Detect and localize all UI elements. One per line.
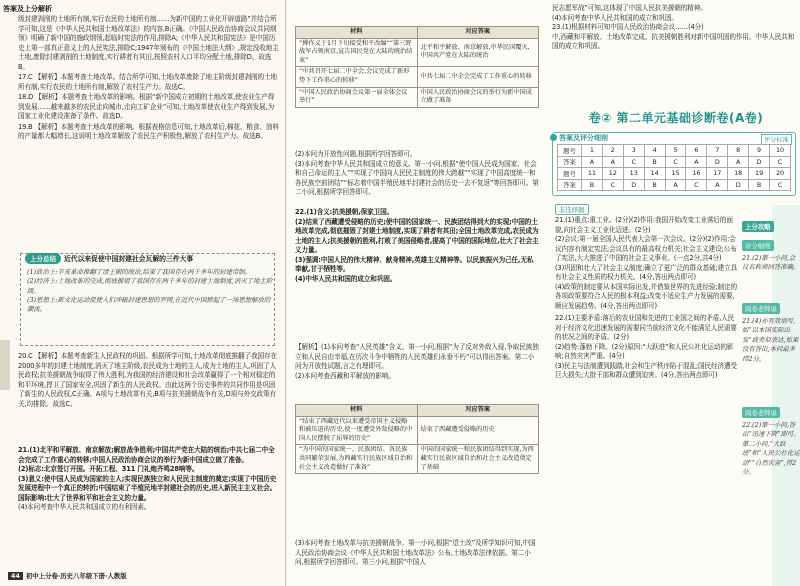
- answer-text-block-4: [295, 539, 539, 568]
- table-cell: B: [644, 156, 665, 168]
- side-card-body: 21.(2)第一小问,会议名称须回答准确。: [742, 254, 800, 272]
- material-answer-table-2: [295, 404, 539, 474]
- table-cell: 结束了西藏遭受侵略的历史: [417, 416, 539, 445]
- note-title: 近代以来促使中国封建社会瓦解的三件大事: [64, 255, 194, 263]
- table-row: [296, 87, 539, 107]
- paragraph: (3)巩固和壮大了社会主义制度;确立了更广泛的群众基础;建立具有社会主义性质的权力机关。(4分,答出两点即可): [555, 263, 738, 281]
- table-cell: 4: [644, 145, 665, 157]
- side-card-body: 22.(2)第一小问,答出“迅速下降”即可。第二小问,“大跃进”和“人民公社化运动”“自然灾害”,得2分。: [742, 421, 800, 477]
- paragraph: (4)本问考查中华人民共和国的成立和巩固。: [552, 13, 678, 22]
- page-edge-band: [0, 340, 10, 390]
- page-header-tag: 答案及上分解析: [3, 5, 52, 13]
- table-header: 对应答案: [417, 27, 539, 39]
- paragraph: (3)强调:中国人民的伟大精神、献身精神,英雄主义精神等。以民族振兴为己任,无私奉献,甘于牺牲等。: [295, 255, 534, 273]
- paragraph: (3)民主与法制遭到践踏,社会和生产秩序陷于混乱;国民经济遭受巨大损失;大批干部和群众遭到迫害。(4分,答出两点即可): [555, 361, 737, 379]
- note-body: [27, 268, 273, 314]
- table-cell: 8: [728, 145, 749, 157]
- note-item: (1)政治上:辛亥革命推翻了清王朝的统治,结束了我国存在两千多年的封建帝制。: [27, 268, 252, 276]
- side-card-head: 阅卷老师说: [742, 303, 780, 314]
- table-cell: 6: [686, 145, 707, 157]
- side-card-body: 21.(4)亦有效填写,如“以本国实际出发”或类似表达,如果没有答出,本问最多得2分。: [742, 317, 799, 363]
- table-cell: 11: [582, 168, 603, 180]
- paragraph: 18.D 【解析】本题考查土地改革的影响。根据“新中国成立初期的土地改革,使农业生产得到发展……越来越多的农民走向城市,走向工矿企业”可知,土地改革使农业生产得到发展,为国家工业化建设准备了条件。故选D。: [18, 93, 275, 120]
- right-column: [544, 0, 800, 586]
- right-page: [287, 0, 800, 586]
- table-cell: 中国的国家统一和民族团结得到实现,为西藏实行民族区域自治和社会主义改造奠定了基础: [417, 445, 539, 474]
- table-cell: C: [665, 156, 686, 168]
- table-cell: 20: [770, 168, 791, 180]
- table-row: [296, 445, 539, 474]
- note-pill: 上分总结: [25, 253, 61, 264]
- table-cell: 17: [707, 168, 728, 180]
- note-item: (2)经济上:土地改革的完成,彻底摧毁了我国存在两千多年的封建土地制度,消灭了地主阶级。: [27, 277, 273, 295]
- left-page: [0, 0, 286, 586]
- panel-tag: 评分标准: [761, 134, 792, 145]
- table-cell: 2: [602, 145, 623, 157]
- answer-text-block-2: [18, 352, 280, 409]
- paragraph: 21.(1)北平和平解放、南京解放;解放战争胜利;中国共产党在大陆的统治;中共七届二中全会完成了工作重心的转移;中国人民政治协商会议的举行为新中国成立做了准备。: [18, 446, 275, 464]
- table-row: [296, 38, 539, 67]
- analysis-block: [295, 343, 539, 381]
- paragraph: (2)本问考查西藏和平解放的影响。: [295, 371, 395, 380]
- table-cell: C: [770, 179, 791, 191]
- table-cell: 13: [623, 168, 644, 180]
- paragraph: 20.C 【解析】本题考查新生人民政权的巩固。根据所学可知,土地改革彻底推翻了我国存在2000多年的封建土地制度,消灭了地主阶级,农民成为土地的主人,成为土地的主人,巩固了人民政权;抗美援朝战争取得了伟大胜利,为我国的经济建设和社会改革赢得了一个相对稳定的和平环境,捍卫了国家安全,巩固了新生的人民政权。由此这两个历史事件的共同作用是巩固了新生的人民政权,C正确。A项与土地改革有关,B项与抗美援朝战争有关,D项与外交政策有关,均排除。故选C。: [18, 352, 277, 408]
- table-cell: 中国人民政治协商会议的举行为新中国成立做了准备: [417, 87, 539, 107]
- table-cell: C: [602, 179, 623, 191]
- answer-text-block-3: [295, 150, 539, 198]
- table-cell: 12: [602, 168, 623, 180]
- answer-text-block-5: [552, 4, 796, 52]
- table-cell: A: [686, 156, 707, 168]
- table-cell: B: [644, 179, 665, 191]
- table-cell: 16: [686, 168, 707, 180]
- table-cell: 14: [644, 168, 665, 180]
- table-cell: D: [749, 156, 770, 168]
- panel-heading: 答案及评分细则: [550, 133, 608, 143]
- material-answer-table-1: [295, 26, 539, 108]
- table-cell: 5: [665, 145, 686, 157]
- table-cell: C: [686, 179, 707, 191]
- answer-key-table: [557, 144, 791, 191]
- paragraph: 17.C 【解析】本题考查土地改革。结合所学可知,土地改革废除了地主阶级封建剥削的土地所有制,实行农民的土地所有制,解放了农村生产力。故选C。: [18, 73, 277, 91]
- table-cell: 1: [582, 145, 603, 157]
- table-cell: A: [582, 156, 603, 168]
- answer-q21-block: [18, 446, 280, 513]
- paragraph: 22.(1)含义:抗美援朝,保家卫国。: [295, 208, 394, 216]
- table-cell: 中共七届二中全会完成了工作重心的转移: [417, 67, 539, 87]
- row-label: 题号: [558, 145, 582, 157]
- table-row: [296, 416, 539, 445]
- table-cell: “中共召开七届二中全会,会议完成了新形势下工作重心的转移”: [296, 67, 418, 87]
- table-cell: A: [665, 179, 686, 191]
- footer-text: 初中上分卷·历史八年级下册·人教版: [25, 572, 127, 580]
- side-card-sub: 评分细则: [742, 240, 774, 251]
- table-cell: D: [623, 179, 644, 191]
- paragraph: (2)结束了西藏遭受侵略的历史;使中国的国家统一、民族团结得到大的实现;中国的土地改革完成,彻底摧毁了封建土地制度,实现了耕者有其田;全国土地改革完成,农民成为土地的主人;抗美援朝的胜利,打败了美国侵略者,提高了中国的国际地位,壮大了社会主义力量。: [295, 217, 539, 254]
- page-number: 44: [8, 572, 23, 580]
- section-title: 卷② 第二单元基础诊断卷(A卷): [588, 111, 764, 125]
- paragraph: (4)本问考查中华人民共和国成立的有利因素。: [18, 503, 151, 511]
- paragraph: 民志愿军战”可知,这体现了中国人民抗美援朝的精神。: [552, 4, 707, 12]
- table-cell: 9: [749, 145, 770, 157]
- summary-note-box: [20, 253, 275, 346]
- table-row: [558, 179, 791, 191]
- row-label: 答案: [558, 179, 582, 191]
- answer-text-block-1: [18, 15, 280, 142]
- note-heading: [25, 253, 193, 264]
- table-cell: “中国人民政治协商会议第一届全体会议举行”: [296, 87, 418, 107]
- paragraph: 级封建剥削的土地所有制,实行农民的土地所有制……为新中国的工业化开辟道路”并结合所学可知,这是《中华人民共和国土地改革法》的内容,B正确。《中国人民政治协商会议共同纲领》明确了新中国的施政纲领,起临时宪法的作用,排除A;《中华人民共和国宪法》是中国历史上第一部真正意义上的人民宪法,排除C;1947年颁布的《中国土地法大纲》,规定没收地主土地,废除封建剥削的土地制度,实行耕者有其田,按照农村人口平均分配土地,排除D。故选B。: [18, 15, 279, 71]
- side-card-strategy: [742, 214, 800, 273]
- table-cell: 15: [665, 168, 686, 180]
- paragraph: 23.(1)根据材料可知中国人民政治协商会议……(4分): [552, 23, 704, 31]
- table-cell: “傅作义于1月下旬接受和平改编”“第三野战军占领南京,宣告国民党在大陆的统治结束”: [296, 38, 418, 67]
- paragraph: (4)政策的制定要从本国实际出发,并借鉴世界的先进经验;制定的各项政策要符合人民的根本利益;改变不适应生产力发展的需要,顺应发展趋势。(4分,答出两点即可): [555, 282, 737, 310]
- paragraph: 22.(1)主要矛盾:落后的农业国和先进的工业国之间的矛盾,人民对于经济文化迅速发展的需要同当前经济文化不能满足人民需要的状况之间的矛盾。(2分): [555, 314, 737, 341]
- table-cell: 3: [623, 145, 644, 157]
- page-footer: [8, 571, 127, 580]
- paragraph: 中,西藏和平解放、土地改革完成、抗美援朝胜利对新中国巩固的作用。中华人民共和国的成立和巩固。: [552, 32, 795, 50]
- dot-icon: [550, 134, 557, 141]
- paragraph: (2)会议:第一届全国人民代表大会第一次会议。(2分)(2)作用:会议内容有制定宪法;会议具有的最高权力机关;社会主义建设;公布了宪法,大大推进了中国的社会主义事业。(一点2分,共4分): [555, 235, 737, 262]
- table-cell: D: [728, 179, 749, 191]
- paragraph: 21.(1)重点:重工业。(2分)(2)作用:我国开始改变工业落后的面貌,向社会主义工业化迈进。(2分): [555, 216, 733, 234]
- paragraph: (4)中华人民共和国的成立和巩固。: [295, 274, 397, 283]
- side-card-teacher-1: [742, 296, 800, 364]
- paragraph: (2)标志:北京签订开国。开拓工程、311 门礼炮齐鸣28响等。: [18, 465, 199, 473]
- note-item: (3)思想上:新文化运动促使人们冲破封建思想的罗网,在近代中国掀起了一场思想解放的潮流。: [27, 295, 271, 314]
- table-cell: A: [728, 156, 749, 168]
- paragraph: (3)意义:使中国人民成为国家的主人;实现民族独立和人民民主制度的奠定;实现了中国历史发展进程中一个真正的转折;中国结束了半殖民地半封建社会的历史,进入新民主主义社会。国际影响:壮大了世界和平和社会主义的力量。: [18, 474, 277, 502]
- table-header: 材料: [296, 405, 418, 417]
- paragraph: (2)本问为开放性问题,根据所学回答即可。: [295, 150, 417, 158]
- answers-block: [555, 216, 739, 381]
- side-card-head: 上分攻略: [742, 221, 774, 232]
- side-card-head: 阅卷老师说: [742, 407, 780, 418]
- answer-q22-block: [295, 208, 539, 284]
- table-cell: A: [707, 179, 728, 191]
- table-row: [296, 67, 539, 87]
- table-cell: A: [602, 156, 623, 168]
- table-row: [558, 145, 791, 157]
- table-row: [558, 168, 791, 180]
- side-card-teacher-2: [742, 400, 800, 477]
- paragraph: (3)本问考查中华人民共和国成立的意义。第一小问,根据“使中国人民成为国家、社会和自己命运的主人”“实现了中国向人民民主制度的伟大跨越”“实现了中国高度统一和各民族空前团结”“标志着中国半殖民地半封建社会的历史一去不复返”等回答即可。第二小问,根据所学回答即可。: [295, 159, 539, 196]
- paragraph: (2)趋势:蓬勃下降。(2分)原因:“大跃进”和人民公社化运动的影响;自然灾害严重。(4分): [555, 342, 734, 360]
- table-cell: B: [749, 179, 770, 191]
- paragraph: 19.B 【解析】本题考查土地改革的影响。根据表格信息可知,土地改革后,棉花、粮食、油料的产量都大幅增长,这说明土地改革解放了农民生产积极性,解放了农村生产力。故选B。: [18, 122, 279, 140]
- table-cell: 18: [728, 168, 749, 180]
- table-cell: “为中国的国家统一、民族团结、各民族共同繁荣发展,为西藏实行民族区域自治和社会主义改造做好了准备”: [296, 445, 418, 474]
- table-cell: “结束了西藏近代以来遭受帝国主义侵略和被压迫的历史,使一度遭受外敌侵略的中国人民摆脱了屈辱的历史”: [296, 416, 418, 445]
- table-cell: 10: [770, 145, 791, 157]
- table-cell: B: [582, 179, 603, 191]
- row-label: 题号: [558, 168, 582, 180]
- table-cell: 北平和平解放、南京解放,中华民国覆灭,中国共产党在大陆的统治: [417, 38, 539, 67]
- table-cell: 7: [707, 145, 728, 157]
- table-cell: C: [623, 156, 644, 168]
- table-header: 对应答案: [417, 405, 539, 417]
- table-row: [558, 156, 791, 168]
- analysis-tag: 非选择题: [555, 204, 589, 215]
- table-cell: D: [707, 156, 728, 168]
- paragraph: (3)本问考查土地改革与抗美援朝战争。第一小问,根据“望土改”及所学知识可知,中国人民政治协商会议《中华人民共和国土地改革法》公布,土地改革法律依据。第二小问,根据所学回答即可。第三小问,根据“中国人: [295, 539, 536, 566]
- paragraph: 【解析】(1)本问考查“人民英雄”含义。第一小问,根据“为了反对外敌入侵,争取民族独立和人民自由幸福,在历次斗争中牺牲的人民英雄们永垂不朽”可以得出答案。第二小问为开放性试题,言之有理即可。: [295, 343, 539, 370]
- row-label: 答案: [558, 156, 582, 168]
- table-cell: 19: [749, 168, 770, 180]
- table-header: 材料: [296, 27, 418, 39]
- table-cell: C: [770, 156, 791, 168]
